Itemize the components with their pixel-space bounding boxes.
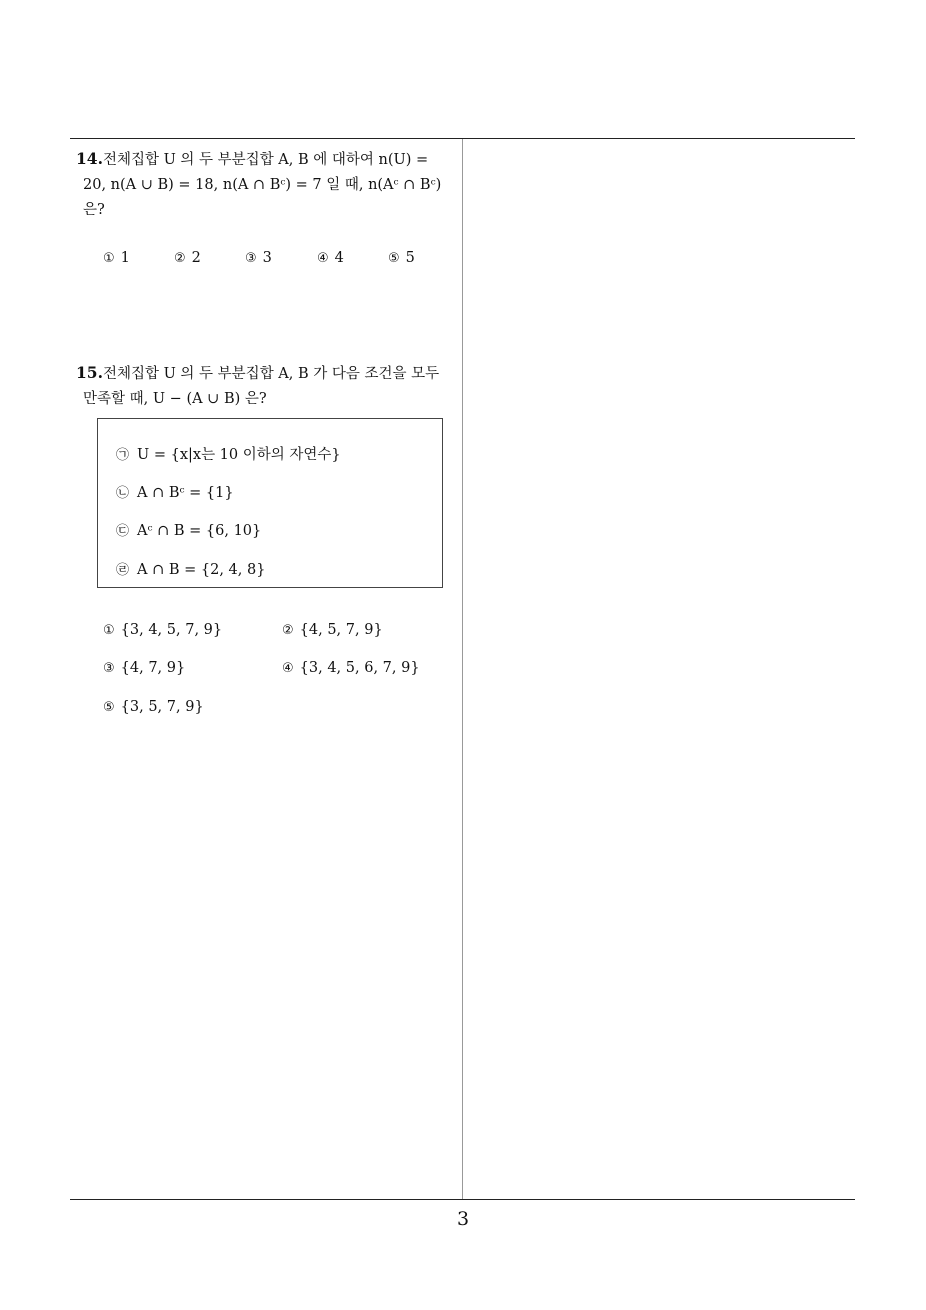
choice-number-icon: ⑤ [388,251,400,266]
choice-number-icon: ⑤ [103,700,115,715]
condition-text: U = {x|x는 10 이하의 자연수} [137,447,341,463]
question-15-line-1 [76,360,460,387]
question-14-text-1: 전체집합 U 의 두 부분집합 A, B 에 대하여 n(U) = [102,152,429,168]
question-15-number: 15. [76,363,103,382]
q15-choice-3[interactable] [103,660,185,676]
choice-number-icon: ④ [282,661,294,676]
condition-mark-icon: ㉡ [116,486,130,501]
question-14-line-3: 은? [83,202,105,218]
choice-number-icon: ① [103,251,115,266]
choice-text: {3, 5, 7, 9} [120,699,204,715]
condition-text: Aᶜ ∩ B = {6, 10} [137,523,262,539]
choice-text: 1 [120,250,130,266]
q14-choice-1[interactable] [103,250,130,266]
choice-text: {4, 7, 9} [120,660,186,676]
condition-text: A ∩ B = {2, 4, 8} [137,562,266,578]
choice-text: {3, 4, 5, 7, 9} [120,622,223,638]
condition-box [97,418,443,588]
condition-3 [116,520,261,539]
q15-choice-5[interactable] [103,699,204,715]
question-15-text-1: 전체집합 U 의 두 부분집합 A, B 가 다음 조건을 모두 [102,366,440,382]
q14-choice-5[interactable] [388,250,415,266]
condition-mark-icon: ㉠ [116,448,130,463]
q15-choice-1[interactable] [103,622,222,638]
question-15 [76,360,460,412]
question-14-choices [0,250,460,272]
condition-mark-icon: ㉢ [116,524,130,539]
page-number: 3 [456,1208,470,1230]
question-15-line-2: 만족할 때, U − (A ∪ B) 은? [83,391,267,407]
question-14 [76,146,460,223]
choice-number-icon: ③ [245,251,257,266]
choice-text: 5 [405,250,415,266]
condition-mark-icon: ㉣ [116,563,130,578]
choice-number-icon: ① [103,623,115,638]
choice-text: {3, 4, 5, 6, 7, 9} [299,660,420,676]
choice-number-icon: ③ [103,661,115,676]
choice-text: 3 [262,250,272,266]
q14-choice-2[interactable] [174,250,201,266]
choice-text: 4 [334,250,344,266]
column-divider [462,139,463,1200]
question-14-number: 14. [76,149,103,168]
bottom-rule [70,1199,855,1200]
q14-choice-4[interactable] [317,250,344,266]
choice-text: 2 [191,250,201,266]
choice-number-icon: ② [174,251,186,266]
condition-4 [116,559,265,578]
question-15-choices [0,622,460,722]
question-14-line-1 [76,146,460,173]
condition-text: A ∩ Bᶜ = {1} [137,485,234,501]
condition-1 [116,443,341,464]
choice-text: {4, 5, 7, 9} [299,622,383,638]
question-14-line-2: 20, n(A ∪ B) = 18, n(A ∩ Bᶜ) = 7 일 때, n(Aᶜ ∩ Bᶜ) [83,177,442,193]
q15-choice-2[interactable] [282,622,383,638]
condition-2 [116,482,234,501]
choice-number-icon: ② [282,623,294,638]
q15-choice-4[interactable] [282,660,420,676]
q14-choice-3[interactable] [245,250,272,266]
choice-number-icon: ④ [317,251,329,266]
